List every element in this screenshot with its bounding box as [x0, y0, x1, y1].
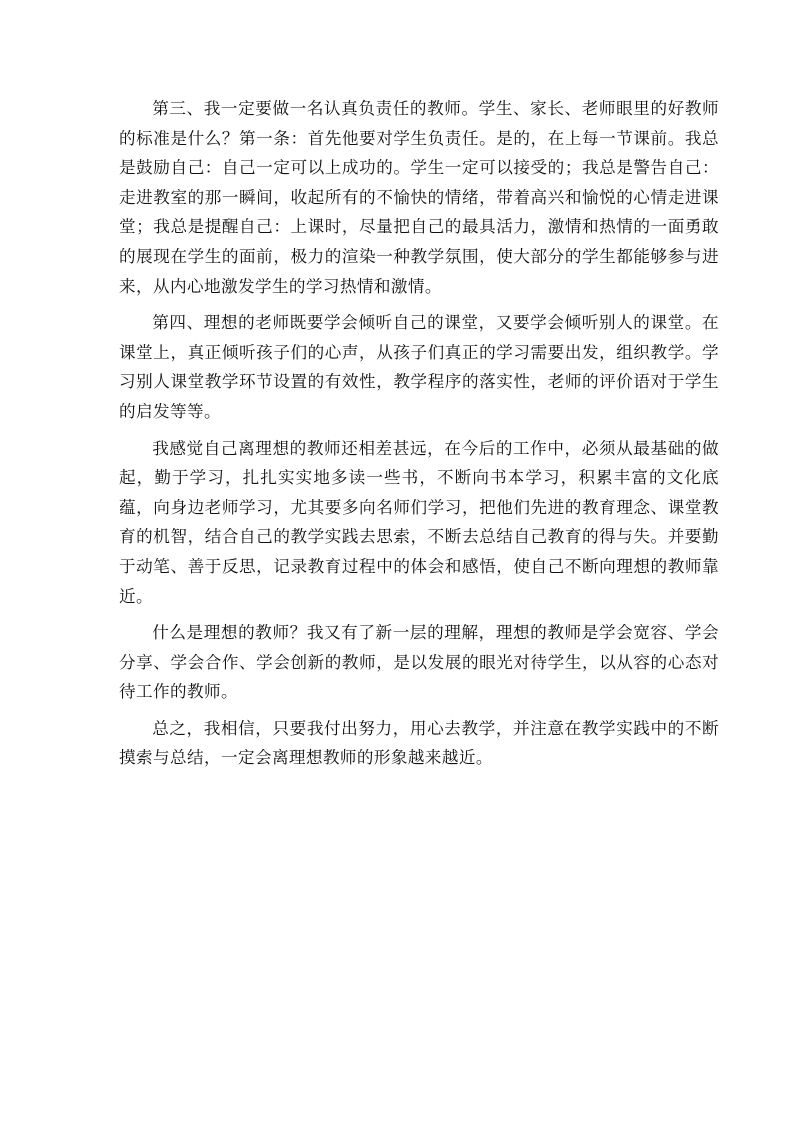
paragraph-ideal-teacher: 什么是理想的教师？我又有了新一层的理解，理想的教师是学会宽容、学会分享、学会合作、学会创新的教师，是以发展的眼光对待学生，以从容的心态对待工作的教师。 — [119, 623, 719, 702]
paragraph-responsibility: 第三、我一定要做一名认真负责任的教师。学生、家长、老师眼里的好教师的标准是什么？第一条：首先他要对学生负责任。是的，在上每一节课前。我总是鼓励自己：自己一定可以上成功的。学生一定可以接受的；我总是警告自己：走进教室的那一瞬间，收起所有的不愉快的情绪，带着高兴和愉悦的心情走进课堂；我总是提醒自己：上课时，尽量把自己的最具活力，激情和热情的一面勇敢的展现在学生的面前，极力的渲染一种教学氛围，使大部分的学生都能够参与进来，从内心地激发学生的学习热情和激情。 — [119, 99, 719, 296]
paragraph-listening: 第四、理想的老师既要学会倾听自己的课堂，又要学会倾听别人的课堂。在课堂上，真正倾听孩子们的心声，从孩子们真正的学习需要出发，组织教学。学习别人课堂教学环节设置的有效性，教学程序的落实性，老师的评价语对于学生的启发等等。 — [119, 313, 719, 421]
paragraph-self-improvement: 我感觉自己离理想的教师还相差甚远，在今后的工作中，必须从最基础的做起，勤于学习，扎扎实实地多读一些书，不断向书本学习，积累丰富的文化底蕴，向身边老师学习，尤其要多向名师们学习，把他们先进的教育理念、课堂教育的机智，结合自己的教学实践去思索，不断去总结自己教育的得与失。并要勤于动笔、善于反思，记录教育过程中的体会和感悟，使自己不断向理想的教师靠近。 — [119, 438, 719, 606]
paragraph-conclusion: 总之，我相信，只要我付出努力，用心去教学，并注意在教学实践中的不断摸索与总结，一定会离理想教师的形象越来越近。 — [119, 718, 719, 768]
document-body — [119, 94, 719, 780]
